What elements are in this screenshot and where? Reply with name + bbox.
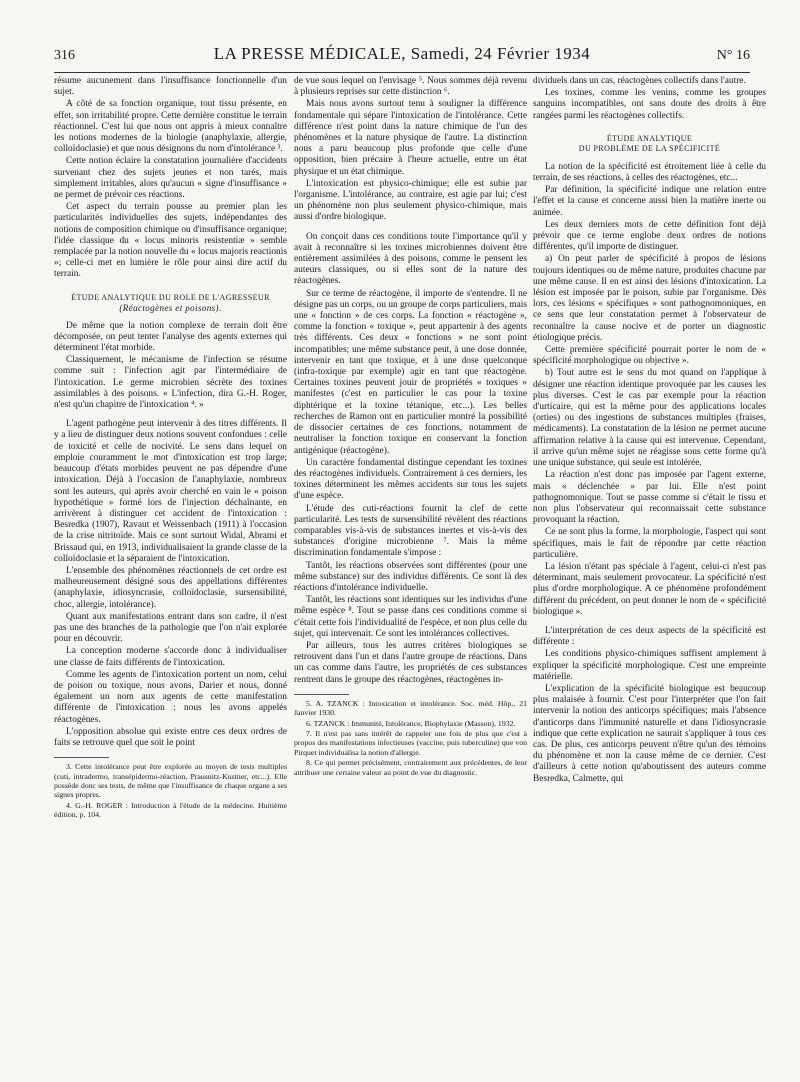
paragraph: Tantôt, les réactions sont identiques sur les individus d'une même espèce ⁸. Tout se passe dans ces conditions comme si c'était cette fois l'individualité de l'espèce, et non plus celle du sujet, qui intervenait. Ce sont les intolérances collectives.	[294, 595, 527, 639]
paragraph: L'étude des cuti-réactions fournit la clef de cette particularité. Les tests de sursensibilité révèlent des réactions comparables vis-à-vis de substances inertes et vis-à-vis des substances d'origine microbienne ⁷. Mais la même discrimination fondamentale s'impose :	[294, 503, 527, 559]
paragraph: De même que la notion complexe de terrain doit être décomposée, on peut tenter l'analyse des agents externes qui déterminent l'état morbide.	[54, 320, 287, 354]
paragraph: Quant aux manifestations entrant dans son cadre, il n'est pas une des branches de la pathologie que l'on n'ait explorée pour en découvrir.	[54, 611, 287, 645]
column-3	[533, 76, 766, 786]
paragraph: L'opposition absolue qui existe entre ces deux ordres de faits se retrouve quel que soit le point	[54, 726, 287, 748]
journal-title: LA PRESSE MÉDICALE, Samedi, 24 Février 1934	[213, 44, 591, 63]
paragraph: A côté de sa fonction organique, tout tissu présente, en effet, son irritabilité propre. Cette dernière constitue le terrain réactionnel. C'est lui que nous ont appris à mieux connaître les notions modernes de la biologie (anaphylaxie, allergie, colloïdoclasie) et que nous désignons du nom d'intolérance ³.	[54, 99, 287, 155]
paragraph: La lésion n'étant pas spéciale à l'agent, celui-ci n'est pas déterminant, mais seulement provocateur. La spécificité n'est plus d'ordre morphologique. A ce phénomène profondément différent du précédent, on peut donner le nom de « spécificité biologique ».	[533, 561, 766, 617]
footnote-rule	[54, 757, 109, 758]
paragraph: La réaction n'est donc pas imposée par l'agent externe, mais « déclenchée » par lui. Elle n'est point pathognomonique. Tout se passe comme si c'était le tissu et non plus l'observateur qui reconnaissait cette substance provoquant la réaction.	[533, 470, 766, 526]
column-2	[294, 76, 527, 778]
paragraph: On conçoit dans ces conditions toute l'importance qu'il y avait à reconnaître si les toxines microbiennes doivent être entièrement assimilées à des poisons, comme le pensent les auteurs classiques, ou si elles sont de la nature des réactogènes.	[294, 231, 527, 287]
paragraph: de vue sous lequel on l'envisage ⁵. Nous sommes déjà revenu à plusieurs reprises sur cette distinction ⁶.	[294, 76, 527, 98]
section-title: ÉTUDE ANALYTIQUE DU ROLE DE L'AGRESSEUR	[71, 292, 270, 302]
paragraph: Cette notion éclaire la constatation journalière d'accidents survenant chez des sujets jeunes et non tarés, mais simplement irritables, alors qu'aucun « signe d'insuffisance » ne permet de prévoir ces réactions.	[54, 156, 287, 201]
footnote-rule	[294, 694, 349, 695]
paragraph: Comme les agents de l'intoxication portent un nom, celui de poison ou toxique, nous avons, Darier et nous, donné également un nom aux agents de cette manifestation différente de l'intoxication : nous les avons appelés réactogènes.	[54, 669, 287, 725]
section-heading	[533, 134, 766, 154]
paragraph: L'interprétation de ces deux aspects de la spécificité est différente :	[533, 625, 766, 648]
paragraph: dividuels dans un cas, réactogènes collectifs dans l'autre.	[533, 76, 746, 86]
footnote-3: 3. Cette intolérance peut être explorée au moyen de tests multiples (cuti, intradermo, transépidermo-réaction, Prausnitz-Kustner, etc...). Elle possède donc ses tests, de même que l'insuffisance de chaque organe a ses signes propres.	[54, 762, 287, 800]
section-subtitle: (Réactogènes et poisons).	[119, 302, 222, 313]
paragraph: b) Tout autre est le sens du mot quand on l'applique à désigner une réaction identique provoquée par les causes les plus diverses. C'est le cas par exemple pour la réaction d'urticaire, qui est la même pour des applications locales (orties) ou des ingestions de substances multiples (fraises, médicaments). La constatation de la lésion ne permet aucune affirmation relative à la cause qui est intervenue. Cependant, il arrive qu'un même sujet ne réagisse sous cette forme qu'à une unique substance, qui seule est intolérée.	[533, 368, 766, 469]
paragraph: Les deux derniers mots de cette définition font déjà prévoir que ce terme englobe deux ordres de notions différentes, qu'il importe de distinguer.	[533, 219, 766, 253]
section-title: ÉTUDE ANALYTIQUE	[606, 133, 693, 143]
section-heading	[54, 293, 287, 313]
paragraph: La conception moderne s'accorde donc à individualiser une classe de faits différents de l'intoxication.	[54, 646, 287, 668]
paragraph: L'ensemble des phénomènes réactionnels de cet ordre est malheureusement désigné sous des appellations différentes (anaphylaxie, idiosyncrasie, colloïdoclasie, sursensibilité, choc, allergie, intolérance).	[54, 565, 287, 610]
paragraph: Classiquement, le mécanisme de l'infection se résume comme suit : l'infection agit par l'intermédiaire de l'intoxication. Le germe microbien sécrète des toxines assimilables à des poisons. « L'infection, dira G.-H. Roger, n'est qu'un chapitre de l'intoxication ⁴. »	[54, 355, 287, 411]
section-title: DU PROBLÈME DE LA SPÉCIFICITÉ	[578, 143, 721, 153]
footnote-5: 5. A. TZANCK : Intoxication et intolérance. Soc. méd. Hôp., 21 Janvier 1930.	[294, 698, 527, 718]
paragraph: Cet aspect du terrain pousse au premier plan les particularités individuelles des sujets, indépendantes des notions de composition chimique ou d'insuffisance organique; l'idée classique du « locus minoris resistentiæ » semble remplacée par la notion nouvelle du « locus majoris reactionis »; celle-ci met en lumière le rôle pour ainsi dire actif du terrain.	[54, 202, 287, 280]
paragraph: L'intoxication est physico-chimique; elle est subie par l'organisme. L'intolérance, au contraire, est agie par lui; c'est un phénomène non plus seulement physico-chimique, mais aussi d'ordre biologique.	[294, 178, 527, 223]
paragraph: a) On peut parler de spécificité à propos de lésions toujours identiques ou de même nature, produites chacune par une même cause. Il en est ainsi des lésions d'intoxication. La lésion est imposée par le poison, subie par l'organisme. Dès lors, ces lésions « spécifiques » sont pathognomoniques, en ce sens que leur constatation permet à l'observateur de reconnaître la cause nocive et de porter un diagnostic étiologique précis.	[533, 254, 766, 343]
page-number: 316	[54, 48, 75, 63]
footnote-6: 6. TZANCK : Immunité, Intolérance, Biophylaxie (Masson), 1932.	[306, 718, 516, 728]
paragraph: Par ailleurs, tous les autres critères biologiques se retrouvent dans l'un et dans l'autre groupe de réactions. Dans un cas comme dans l'autre, les propriétés de ces substances rentrent dans le groupe des réactogènes, réactogènes in-	[294, 640, 527, 685]
paragraph: Un caractère fondamental distingue cependant les toxines des réactogènes individuels. Contrairement à ces derniers, les toxines déterminent les mêmes accidents sur tous les sujets d'une espèce.	[294, 457, 527, 502]
header-rule	[54, 72, 750, 73]
paragraph: L'explication de la spécificité biologique est beaucoup plus malaisée à fournir. C'est pour l'interpréter que l'on fait intervenir la notion des anticorps spécifiques; mais l'absence d'anticorps dans l'immunité naturelle et dans l'idiosyncrasie indique que cette explication ne saurait s'appliquer à tous ces cas. De plus, ces anticorps peuvent n'être qu'un des témoins du phénomène et non la cause même de ce dernier. C'est d'ailleurs à cette notion qu'aboutissent des auteurs comme Besredka, Calmette, qui	[533, 683, 766, 784]
paragraph: Les toxines, comme les venins, comme les groupes sanguins incompatibles, ont sans doute des droits à être rangées parmi les réactogènes collectifs.	[533, 88, 766, 121]
paragraph: Les conditions physico-chimiques suffisent amplement à expliquer la spécificité morphologique. C'est une empreinte matérielle.	[533, 649, 766, 682]
paragraph: Ce ne sont plus la forme, la morphologie, l'aspect qui sont spécifiques, mais le fait de répondre par cette réaction particulière.	[533, 527, 766, 560]
paragraph: Par définition, la spécificité indique une relation entre l'effet et la cause et concerne aussi bien la matière inerte ou animée.	[533, 185, 766, 218]
page-header	[54, 44, 750, 70]
issue-number: N° 16	[716, 48, 750, 63]
paragraph: Tantôt, les réactions observées sont différentes (pour une même substance) sur des individus différents. Ce sont là des réactions d'intolérance individuelle.	[294, 560, 527, 593]
footnote-4: 4. G.-H. ROGER : Introduction à l'étude de la médecine. Huitième édition, p. 104.	[54, 800, 287, 820]
paragraph: L'agent pathogène peut intervenir à des titres différents. Il y a lieu de distinguer deux notions souvent confondues : celle de toxicité et celle de nocivité. Le sens dans lequel on emploie couramment le mot d'intoxication est trop large; beaucoup d'états morbides peuvent ne pas dépendre d'une intoxication. Déjà à l'occasion de l'anaphylaxie, nombreux sont les auteurs, qui après avoir cherché en vain le « poison hypothétique » formé lors de l'injection déchaînante, en arrivèrent à distinguer cet accident de l'intoxication : Besredka (1907), Ravaut et Weissenbach (1911) à l'occasion de la crise nitritoïde. Mais ce sont surtout Widal, Abrami et Brissaud qui, en 1913, individualisaient la grande classe de la colloïdoclasie et la séparaient de l'intoxication.	[54, 419, 287, 564]
paragraph: Cette première spécificité pourrait porter le nom de « spécificité morphologique ou objective ».	[533, 345, 766, 367]
paragraph: résume aucunement dans l'insuffisance fonctionnelle d'un sujet.	[54, 76, 287, 98]
footnote-8: 8. Ce qui permet précisément, contrairement aux précédentes, de leur attribuer une certaine valeur au point de vue du diagnostic.	[294, 758, 527, 777]
column-1	[54, 76, 287, 821]
footnote-7: 7. Il n'est pas sans intérêt de rappeler une fois de plus que c'est à propos des manifestations infectieuses (vaccine, puis tuberculine) que von Pirquet individualisa la notion d'allergie.	[294, 728, 527, 757]
paragraph: La notion de la spécificité est étroitement liée à celle du terrain, de ses réactions, à celles des réactogènes, etc...	[533, 161, 766, 184]
paragraph: Sur ce terme de réactogène, il importe de s'entendre. Il ne désigne pas un corps, ou un groupe de corps particuliers, mais une « fonction » de ces corps. La fonction « réactogène », comme la fonction « toxique », peut appartenir à des agents très différents. Ces deux « fonctions » ne sont point incompatibles; une même substance peut, à une dose donnée, intervenir en tant que toxique, et à une dose quelconque (infra-toxique par exemple) agir en tant que réactogène. Certaines toxines peuvent jouir de propriétés « toxiques » manifestes (c'est en particulier le cas pour la toxine diphtérique et la toxine tétanique, etc...). Les belles recherches de Ramon ont en particulier montré la possibilité de dissocier certaines de ces fonctions, notamment de neutraliser la fonction toxique en conservant la fonction antigénique (réactogène).	[294, 288, 527, 456]
paragraph: Mais nous avons surtout tenu à souligner la différence fondamentale qui sépare l'intoxication de l'intolérance. Cette différence n'est point dans la nature chimique de l'un des phénomènes et la nature physique de l'autre. La distinction nous a paru beaucoup plus profonde que celle d'une opposition, bien précaire à l'heure actuelle, entre un état physique et un état chimique.	[294, 99, 527, 177]
